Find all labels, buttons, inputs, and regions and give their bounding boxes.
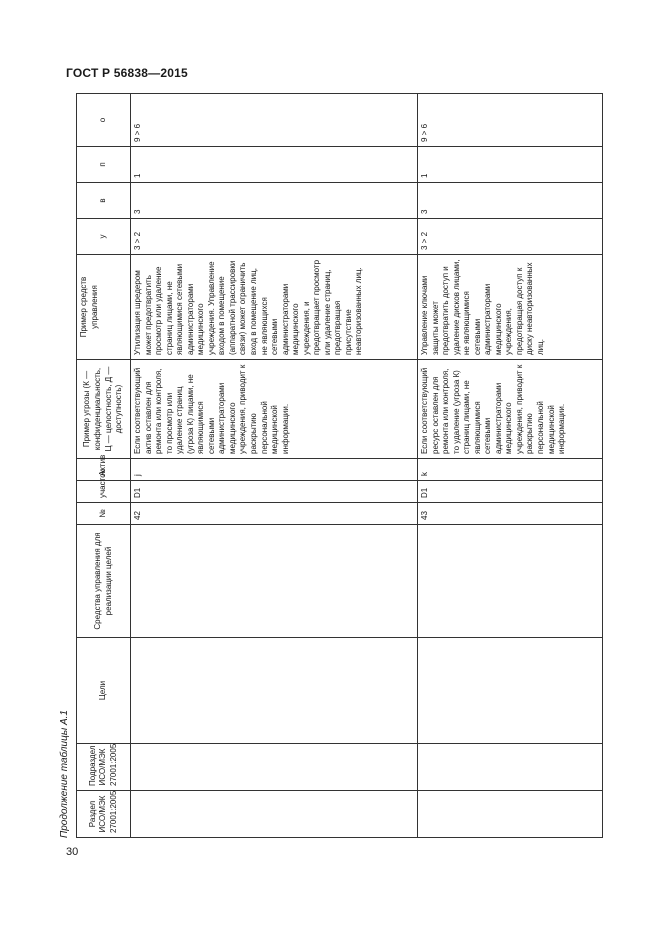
table-row — [418, 94, 603, 838]
risk-table — [76, 93, 603, 838]
header-p: п — [77, 147, 131, 183]
header-section: Раздел ИСО/МЭК 27001:2005 — [77, 791, 131, 838]
table-row — [131, 94, 418, 838]
cell-controls — [418, 525, 603, 638]
header-v: в — [77, 183, 131, 219]
rotated-table-container — [76, 94, 597, 838]
header-controls: Средства управления для реализации целей — [77, 525, 131, 638]
cell-num: 42 — [131, 503, 418, 525]
cell-subsection — [418, 744, 603, 791]
header-goals: Цели — [77, 638, 131, 744]
cell-v: 3 — [131, 183, 418, 219]
cell-participant: D1 — [131, 481, 418, 503]
page-number: 30 — [66, 846, 79, 858]
header-o: о — [77, 94, 131, 147]
table-header-row — [77, 94, 131, 838]
cell-o: 9 > 6 — [131, 94, 418, 147]
cell-asset: k — [418, 459, 603, 481]
table-caption: Продолжение таблицы А.1 — [59, 710, 70, 838]
header-num: № — [77, 503, 131, 525]
cell-p: 1 — [418, 147, 603, 183]
cell-p: 1 — [131, 147, 418, 183]
cell-u: 3 > 2 — [131, 219, 418, 255]
cell-participant: D1 — [418, 481, 603, 503]
header-participant: участок — [77, 481, 131, 503]
document-title: ГОСТ Р 56838—2015 — [66, 66, 188, 80]
header-control-example: Пример средств управления — [77, 255, 131, 360]
cell-u: 3 > 2 — [418, 219, 603, 255]
cell-controls — [131, 525, 418, 638]
cell-section — [418, 791, 603, 838]
cell-section — [131, 791, 418, 838]
cell-subsection — [131, 744, 418, 791]
cell-v: 3 — [418, 183, 603, 219]
cell-num: 43 — [418, 503, 603, 525]
header-threat: Пример угрозы (К — конфиденциальность, Ц — целостность, Д — доступность) — [77, 360, 131, 459]
cell-goals — [131, 638, 418, 744]
header-subsection: Подраздел ИСО/МЭК 27001:2005 — [77, 744, 131, 791]
header-u: у — [77, 219, 131, 255]
cell-goals — [418, 638, 603, 744]
cell-asset: j — [131, 459, 418, 481]
header-asset: Актив — [77, 459, 131, 481]
cell-control-example: Утилизация шредером может предотвратить просмотр или удаление страниц лицами, не являющимися сетевыми администраторами медицинского учреждения. Управление входом в помещение (аппаратной трассировки связи) может ограничить вход в помещение лиц, не являющихся сетевыми администраторами медицинского учреждения, и предотвращает просмотр или удаление страниц, предотвращая присутствие неавторизованных лиц. — [131, 255, 418, 360]
cell-threat: Если соответствующий ресурс оставлен для ремонта или контроля, то удаление (угроза К) страниц лицами, не являющимися сетевыми администраторами медицинского учреждения, приводит к раскрытию персональной медицинской информации. — [418, 360, 603, 459]
cell-control-example: Управление ключами защиты может предотвратить доступ и удаление дисков лицами, не являющимися сетевыми администраторами медицинского учреждения, предотвращая доступ к диску неавторизованных лиц. — [418, 255, 603, 360]
cell-o: 9 > 6 — [418, 94, 603, 147]
cell-threat: Если соответствующий актив оставлен для ремонта или контроля, то просмотр или удаление страниц (угроза К) лицами, не являющимися сетевыми администраторами медицинского учреждения, приводит к раскрытию персональной медицинской информации. — [131, 360, 418, 459]
